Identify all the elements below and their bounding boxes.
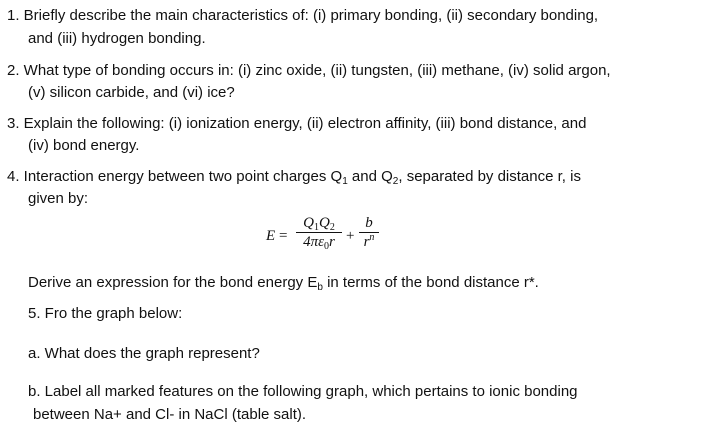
fraction-1-denominator — [296, 232, 342, 251]
equation-fraction-1 — [296, 214, 342, 251]
question-4-text-c: , separated by distance r, is — [398, 168, 581, 185]
derive-text-a: Derive an expression for the bond energy E — [28, 274, 318, 291]
question-4-text-a: 4. Interaction energy between two point charges Q — [7, 168, 343, 185]
question-2-line-1: 2. What type of bonding occurs in: (i) zinc oxide, (ii) tungsten, (iii) methane, (iv) solid argon, — [7, 62, 611, 79]
question-4-text-b: and Q — [347, 168, 393, 185]
question-5b-line-2: between Na+ and Cl- in NaCl (table salt). — [33, 406, 307, 423]
denominator-epsilon-sub: 0 — [324, 241, 330, 252]
fraction-2-denominator — [359, 232, 379, 251]
fraction-1-numerator — [296, 214, 342, 232]
denominator-r: r — [329, 234, 335, 250]
numerator-q1: Q — [303, 215, 314, 231]
question-4-line-2: given by: — [28, 190, 89, 207]
q1-subscript: 1 — [342, 176, 348, 187]
equation-plus: + — [346, 228, 355, 244]
question-1-line-2: and (iii) hydrogen bonding. — [28, 30, 206, 47]
question-2-line-2: (v) silicon carbide, and (vi) ice? — [28, 84, 235, 101]
equation-equals: = — [279, 228, 288, 244]
question-5a: a. What does the graph represent? — [28, 345, 260, 362]
numerator-q2-sub: 2 — [329, 222, 335, 233]
numerator-q1-sub: 1 — [314, 222, 319, 233]
denominator-exponent-n: n — [369, 232, 375, 243]
question-5: 5. Fro the graph below: — [28, 305, 183, 322]
derive-text-b: in terms of the bond distance r*. — [322, 274, 539, 291]
fraction-2-numerator: b — [365, 215, 373, 231]
equation-fraction-2 — [359, 214, 379, 251]
q2-subscript: 2 — [392, 176, 399, 187]
question-3-line-1: 3. Explain the following: (i) ionization energy, (ii) electron affinity, (iii) bond distance, and — [7, 115, 587, 132]
numerator-q2: Q — [319, 215, 330, 231]
equation-lhs: E — [266, 228, 276, 244]
interaction-energy-equation — [266, 214, 406, 260]
question-1-line-1: 1. Briefly describe the main characteristics of: (i) primary bonding, (ii) secondary bonding, — [7, 7, 599, 24]
question-4-line-1 — [7, 168, 581, 186]
denominator-4pi-epsilon: 4πε — [303, 234, 325, 250]
derive-instruction — [28, 274, 539, 292]
denominator-r-2: r — [363, 234, 370, 250]
question-3-line-2: (iv) bond energy. — [28, 137, 140, 154]
question-5b-line-1: b. Label all marked features on the following graph, which pertains to ionic bonding — [28, 383, 578, 400]
bond-energy-subscript: b — [317, 282, 323, 293]
